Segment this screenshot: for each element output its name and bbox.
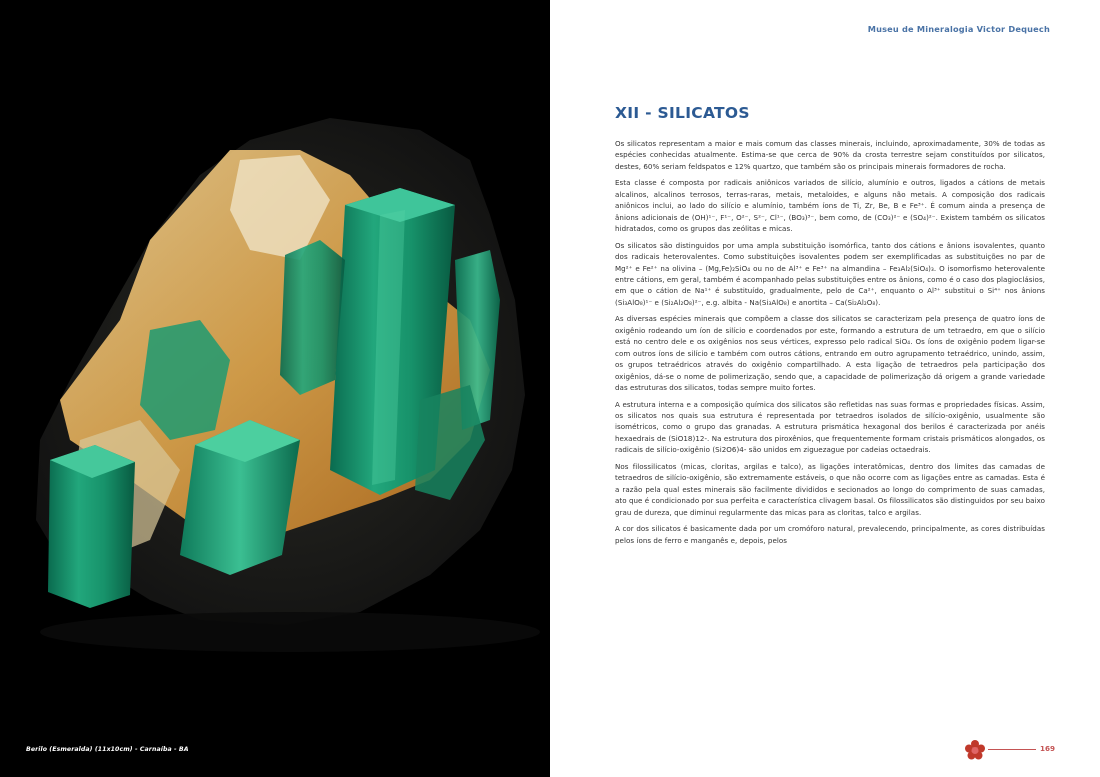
body-paragraph: Esta classe é composta por radicais aniônicos variados de silício, alumínio e outros, ligados a cátions de metais alcalinos, alcalinos terrosos, terras-raras, metais, metaloides, e alguns não metais. A composição dos radicais aniônicos inclui, ao lado do silício e alumínio, também íons de Ti, Zr, Be, B e Fe³⁺. É comum ainda a presença de ânions adicionais de (OH)¹⁻, F¹⁻, O²⁻, S²⁻, Cl¹⁻, (BO₃)³⁻, bem como, de (CO₃)²⁻ e (SO₄)²⁻. Existem também os silicatos hidratados, como os grupos das zeólitas e micas.	[615, 178, 1045, 234]
body-paragraph: As diversas espécies minerais que compõem a classe dos silicatos se caracterizam pela presença de quatro íons de oxigênio rodeando um íon de silício e coordenados por este, formando a estrutura de um tetraedro, em que o silício está no centro dele e os oxigênios nos seus vértices, expresso pelo radical SiO₄. Os íons de oxigênio podem ligar-se com outros íons de silício e também com outros cátions, entrando em outro agrupamento tetraédrico, unindo, assim, os grupos tetraédricos através do oxigênio compartilhado. A esta ligação de tetraedros pela participação dos oxigênios, dá-se o nome de polimerização, sendo que, a capacidade de polimerização dá origem a grande variedade das estruturas dos silicatos, todas sempre muito fortes.	[615, 314, 1045, 393]
page-number: 169	[1040, 744, 1056, 753]
photo-caption: Berilo (Esmeralda) (11x10cm) - Carnaíba - BA	[26, 746, 189, 753]
body-paragraph: A cor dos silicatos é basicamente dada por um cromóforo natural, prevalecendo, principalmente, as cores distribuídas pelos íons de ferro e manganês e, depois, pelos	[615, 524, 1045, 545]
right-page	[550, 0, 1100, 777]
chapter-body	[615, 138, 1045, 716]
footer-rule	[988, 749, 1036, 750]
body-paragraph: Nos filossilicatos (micas, cloritas, argilas e talco), as ligações interatômicas, dentro dos limites das camadas de tetraedros de silício-oxigênio, são extremamente estáveis, o que não ocorre com as ligações entre as camadas. Esta é a razão pela qual estes minerais são facilmente divididos e secionados ao longo do comprimento de suas camadas, ato que é condicionado por sua perfeita e característica clivagem basal. Os filossilicatos são distinguidos por seu baixo grau de dureza, que diminui regularmente das micas para as cloritas, talco e argilas.	[615, 461, 1045, 517]
museum-flower-logo-icon	[964, 739, 986, 761]
chapter-title: XII - SILICATOS	[615, 104, 750, 122]
body-paragraph: Os silicatos representam a maior e mais comum das classes minerais, incluindo, aproximadamente, 30% de todas as espécies conhecidas atualmente. Estima-se que cerca de 90% da crosta terrestre sejam constituídos por silicatos, destes, 60% seriam feldspatos e 12% quartzo, que também são os principais minerais formadores de rocha.	[615, 139, 1045, 171]
body-paragraph: A estrutura interna e a composição química dos silicatos são refletidas nas suas formas e propriedades físicas. Assim, os silicatos nos quais sua estrutura é representada por tetraedros isolados de silício-oxigênio, usualmente são isométricos, como o grupo das granadas. A estrutura prismática hexagonal dos berilos é caracterizada por anéis hexaedrais de (SiO18)12-. Na estrutura dos piroxênios, que frequentemente formam cristais prismáticos alongados, os radicais de silício-oxigênio (Si2O6)4- são unidos em ziguezague por cadeias octaedrais.	[615, 399, 1045, 455]
running-header: Museu de Mineralogia Victor Dequech	[867, 24, 1050, 34]
body-paragraph: Os silicatos são distinguidos por uma ampla substituição isomórfica, tanto dos cátions e ânions isovalentes, quanto dos radicais heterovalentes. Como substituições isovalentes podem ser exemplificadas as substituições no par de Mg²⁺ e Fe²⁺ na olivina – (Mg,Fe)₂SiO₄ ou no de Al³⁺ e Fe³⁺ na almandina – Fe₃Al₂(SiO₄)₃. O isomorfismo heterovalente entre cátions, em geral, também é acompanhado pelas substituições entre os ânions, como é o caso dos plagioclásios, em que o cátion de Na¹⁺ é substituído, gradualmente, pelo de Ca²⁺, enquanto o Al³⁺ substitui o Si⁴⁺ nos ânions (Si₃AlO₈)¹⁻ e (Si₂Al₂O₈)²⁻, e.g. albita - Na(Si₃AlO₈) e anortita – Ca(Si₂Al₂O₈).	[615, 240, 1045, 307]
